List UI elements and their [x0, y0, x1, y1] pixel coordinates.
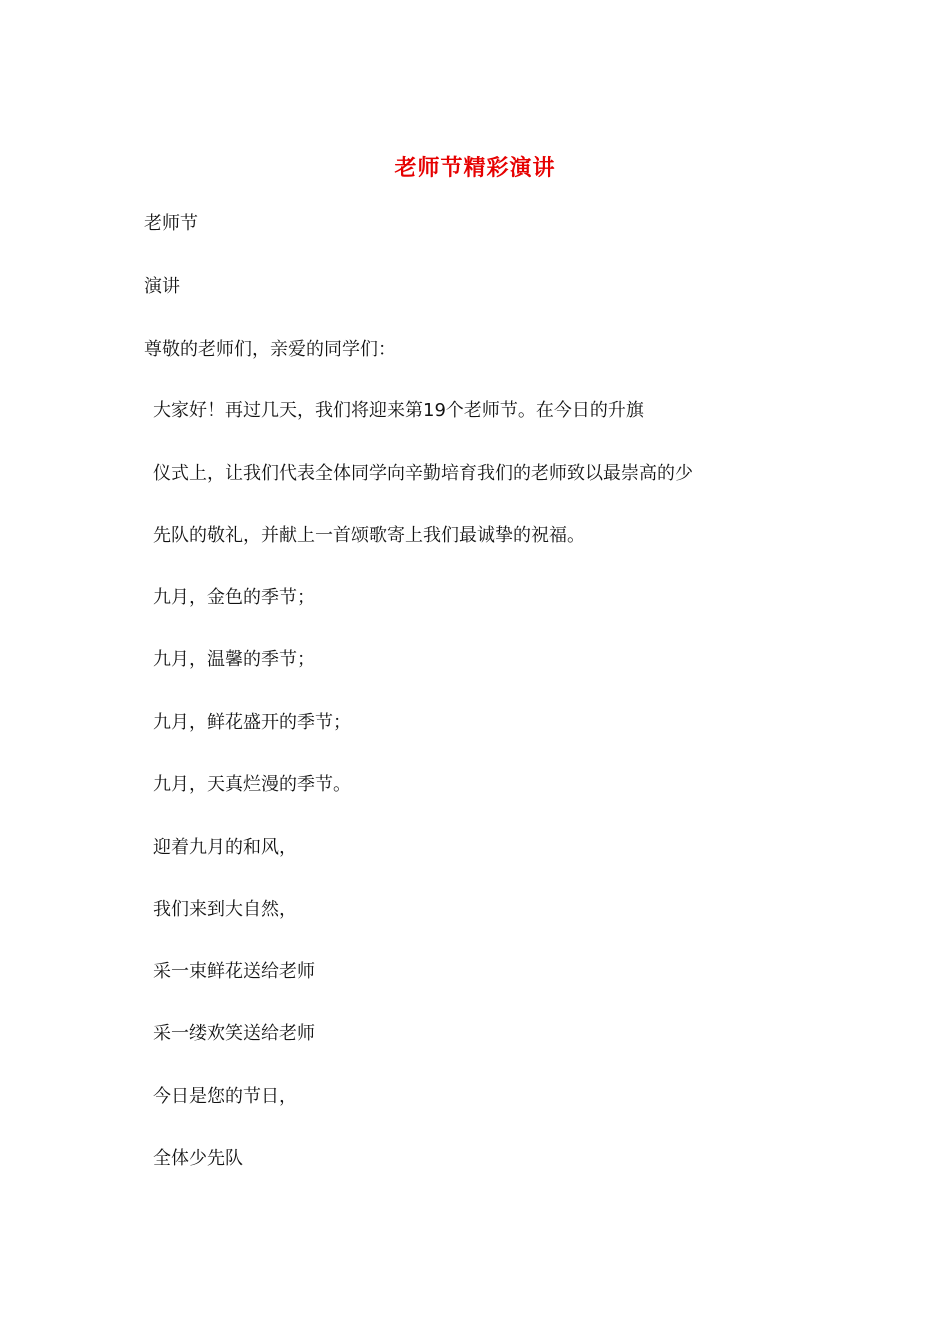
verse-line: 今日是您的节日， [153, 1086, 297, 1107]
document-title: 老师节精彩演讲 [394, 155, 556, 181]
paragraph-line: 仪式上，让我们代表全体同学向辛勤培育我们的老师致以最崇高的少 [153, 463, 693, 484]
verse-line: 我们来到大自然， [153, 899, 297, 920]
verse-line: 九月，天真烂漫的季节。 [153, 774, 351, 795]
verse-line: 九月，鲜花盛开的季节； [153, 712, 351, 733]
paragraph-line: 大家好！再过几天，我们将迎来第19个老师节。在今日的升旗 [153, 400, 644, 421]
verse-line: 九月，温馨的季节； [153, 649, 315, 670]
heading-line-1: 老师节 [144, 213, 198, 234]
verse-line: 采一束鲜花送给老师 [153, 961, 315, 982]
verse-line: 九月，金色的季节； [153, 587, 315, 608]
verse-line: 全体少先队 [153, 1148, 243, 1169]
verse-line: 采一缕欢笑送给老师 [153, 1023, 315, 1044]
heading-line-2: 演讲 [144, 276, 180, 297]
verse-line: 迎着九月的和风， [153, 837, 297, 858]
salutation: 尊敬的老师们，亲爱的同学们： [144, 339, 396, 360]
paragraph-line: 先队的敬礼，并献上一首颂歌寄上我们最诚挚的祝福。 [153, 525, 585, 546]
